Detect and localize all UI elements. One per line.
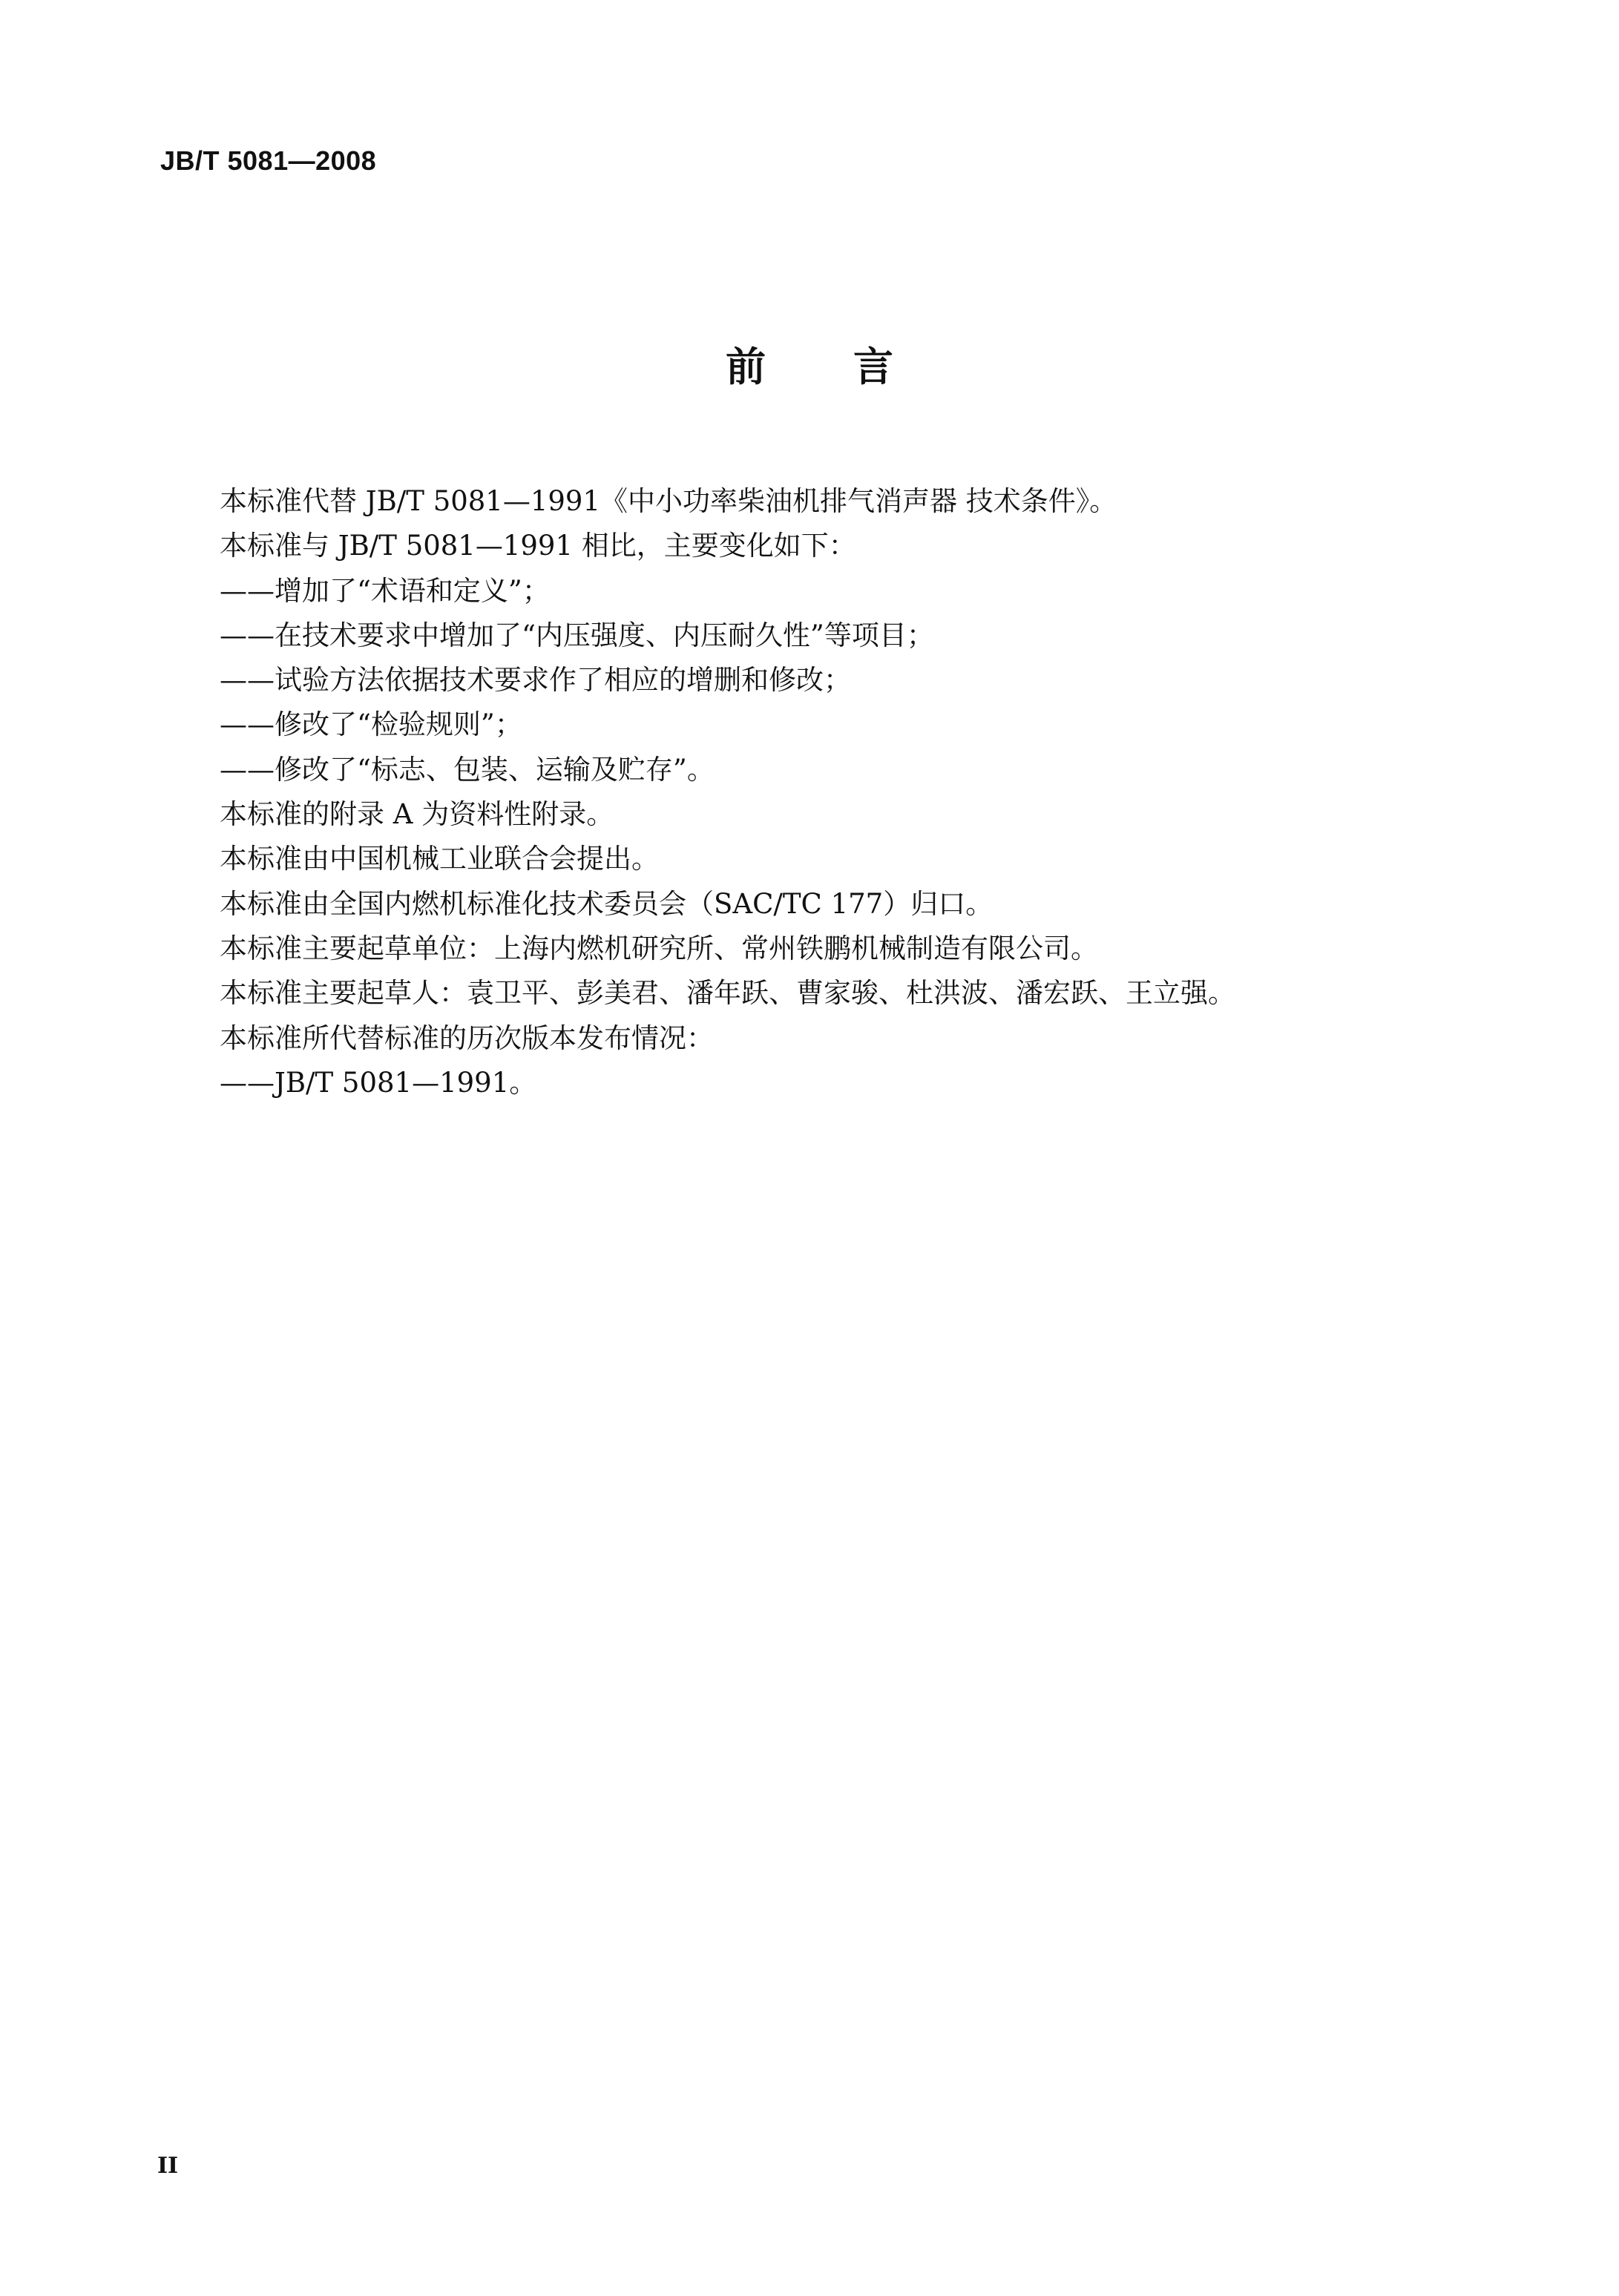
preface-line: 本标准由中国机械工业联合会提出。 [220,843,659,875]
preface-line: 本标准由全国内燃机标准化技术委员会（SAC/TC 177）归口。 [220,887,994,920]
preface-line: 本标准所代替标准的历次版本发布情况： [220,1022,714,1054]
page-number: II [157,2153,179,2179]
preface-body [220,479,1555,1105]
preface-line: ——修改了“标志、包装、运输及贮存”。 [220,753,715,786]
preface-line: 本标准主要起草人：袁卫平、彭美君、潘年跃、曹家骏、杜洪波、潘宏跃、王立强。 [220,977,1235,1010]
preface-line: ——增加了“术语和定义”； [220,574,550,607]
page-title: 前言 [726,343,981,390]
preface-line: 本标准代替 JB/T 5081—1991《中小功率柴油机排气消声器 技术条件》。 [220,485,1117,517]
preface-line: ——在技术要求中增加了“内压强度、内压耐久性”等项目； [220,619,934,651]
document-code: JB/T 5081—2008 [160,145,377,176]
preface-line: ——修改了“检验规则”； [220,708,522,741]
preface-line: ——JB/T 5081—1991。 [220,1066,537,1099]
preface-line: ——试验方法依据技术要求作了相应的增删和修改； [220,664,851,697]
preface-line: 本标准主要起草单位：上海内燃机研究所、常州铁鹏机械制造有限公司。 [220,932,1098,964]
preface-line: 本标准的附录 A 为资料性附录。 [220,798,614,831]
preface-line: 本标准与 JB/T 5081—1991 相比，主要变化如下： [220,530,856,562]
